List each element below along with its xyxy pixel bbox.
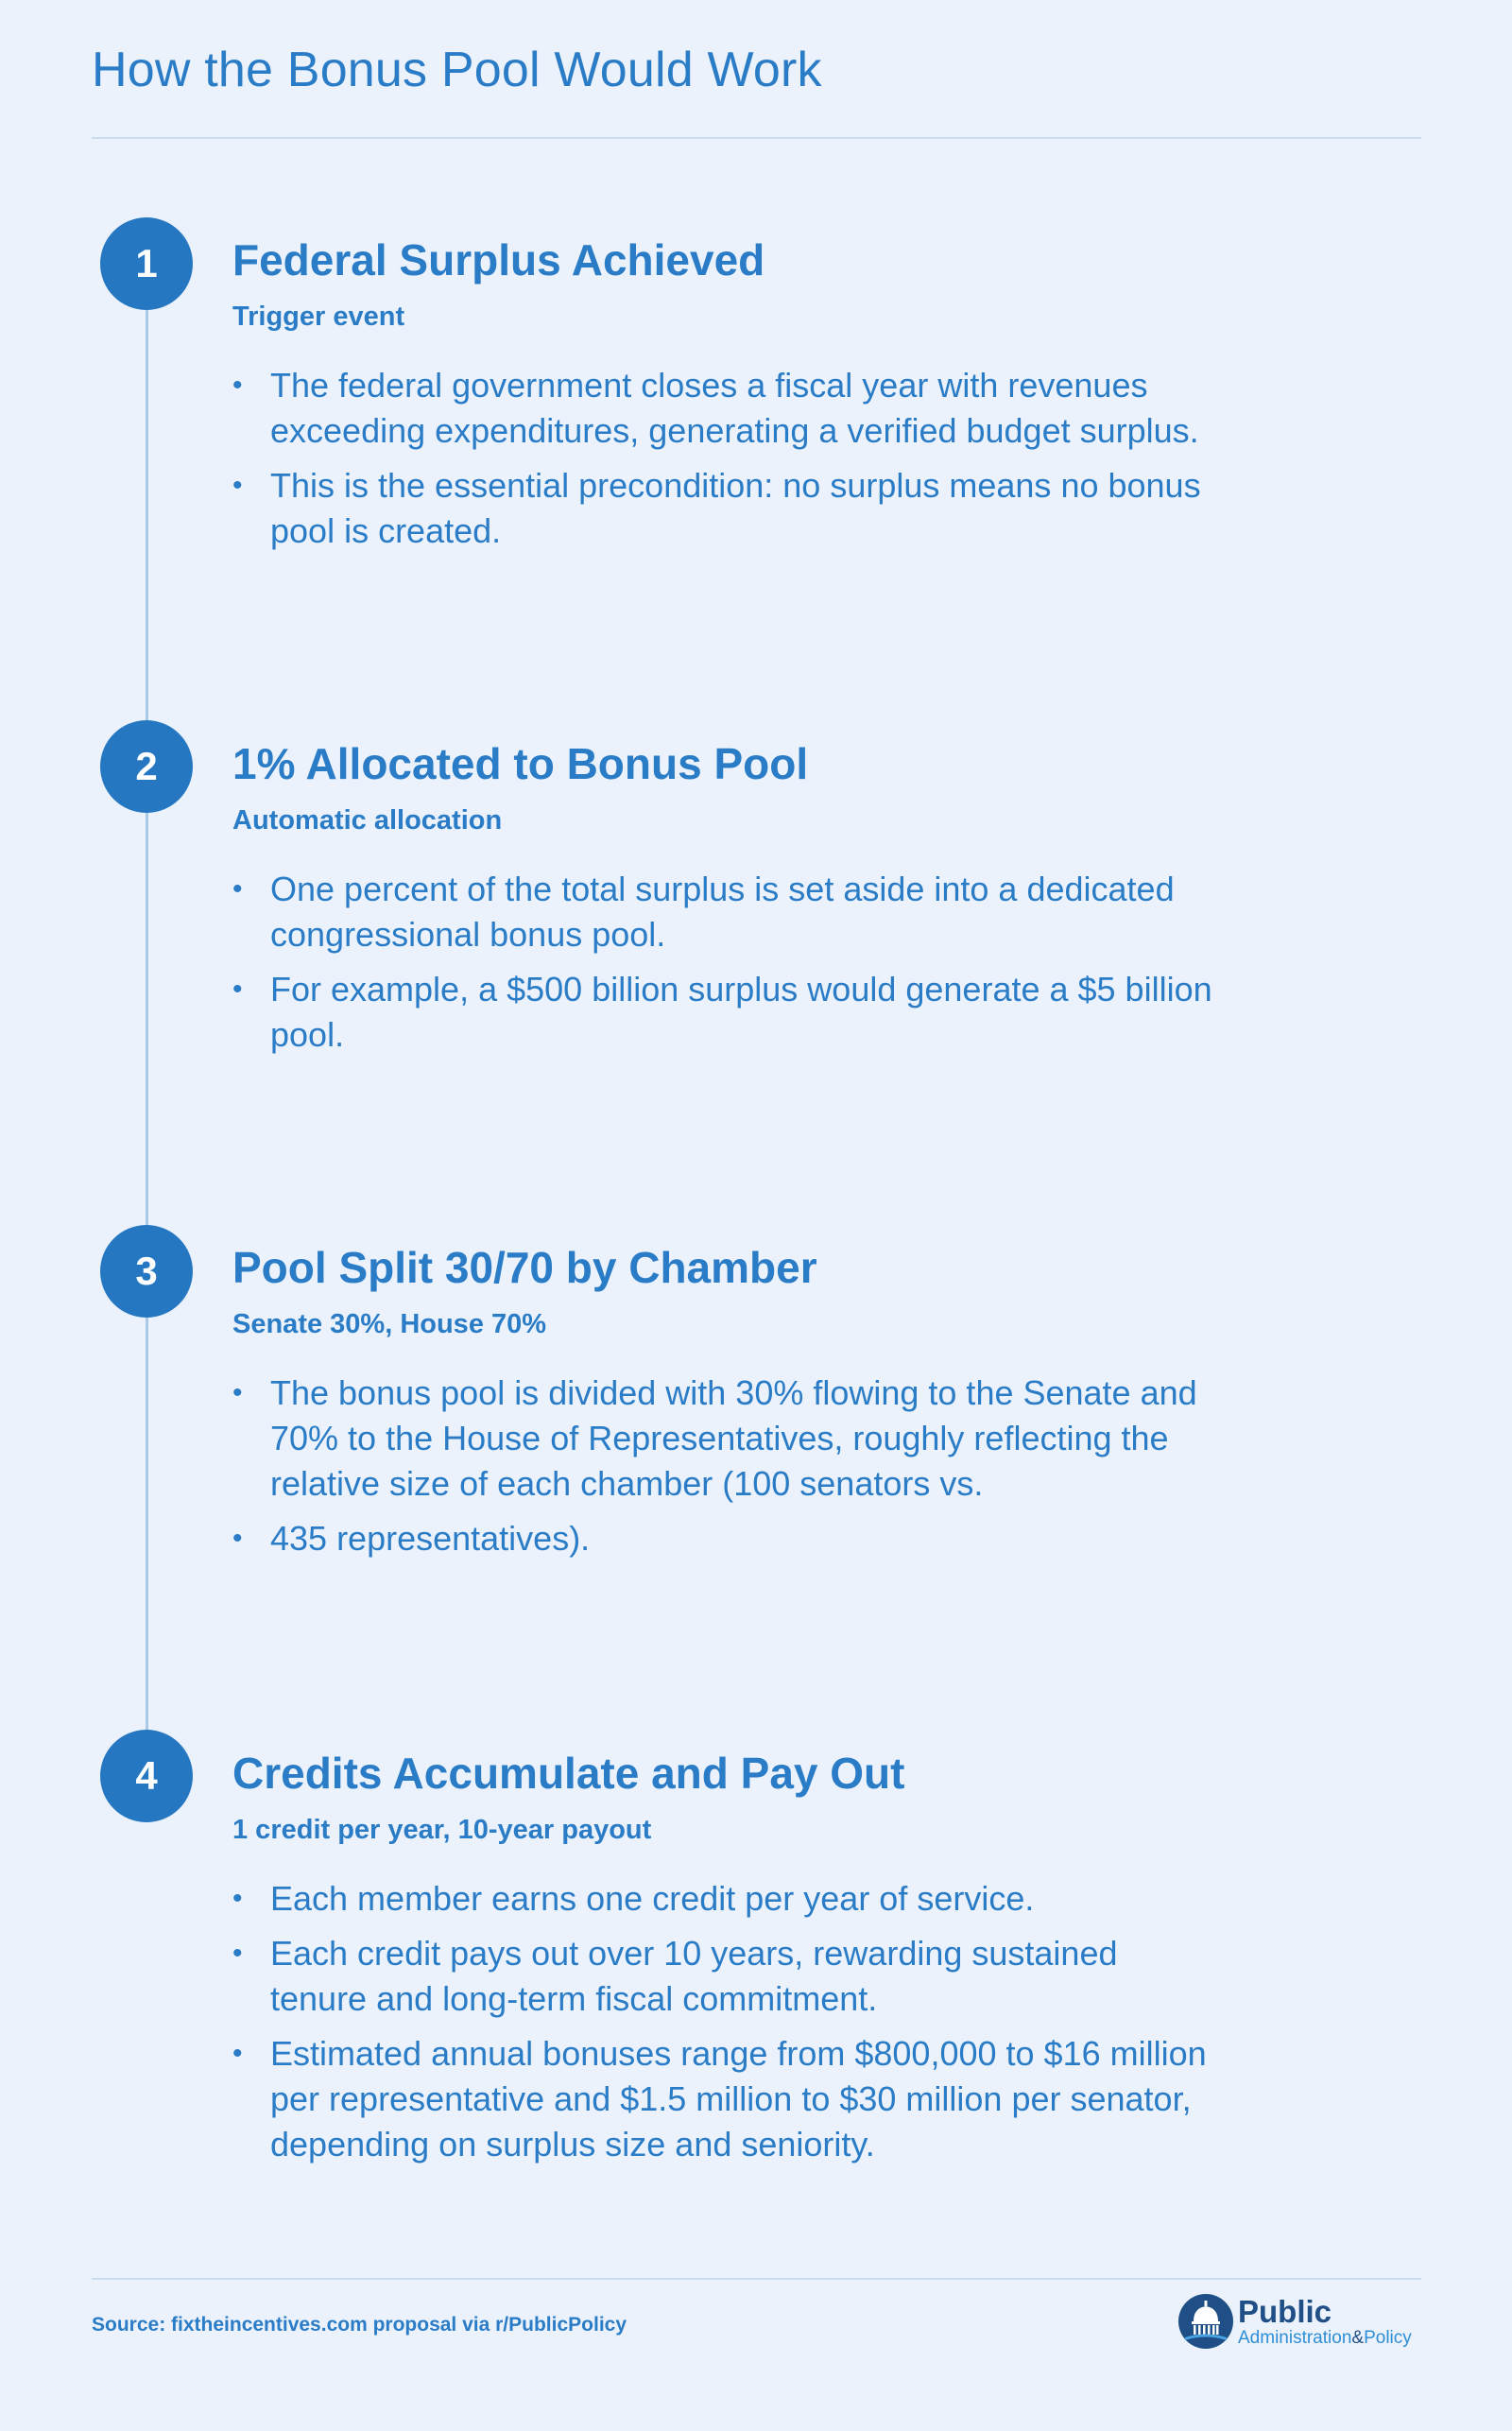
source-credit: Source: fixtheincentives.com proposal via r/PublicPolicy (92, 2314, 627, 2336)
footer-divider (92, 2278, 1421, 2280)
bullet-item (232, 1516, 1215, 1561)
bullet-item (232, 967, 1215, 1058)
bullet-icon: • (232, 1882, 243, 1914)
bullet-text: One percent of the total surplus is set aside into a dedicated congressional bonus pool. (270, 869, 1175, 954)
bullet-item (232, 1931, 1215, 2022)
bullet-item (232, 1876, 1215, 1922)
bullet-text: For example, a $500 billion surplus would generate a $5 billion pool. (270, 969, 1212, 1054)
bullet-text: The bonus pool is divided with 30% flowing to the Senate and 70% to the House of Representatives, roughly reflecting the relative size of each chamber (100 senators vs. (270, 1372, 1197, 1503)
step-3-number-badge: 3 (100, 1225, 193, 1318)
step-4-subtitle: 1 credit per year, 10-year payout (232, 1814, 652, 1845)
bullet-text: This is the essential precondition: no surplus means no bonus pool is created. (270, 465, 1201, 550)
step-1 (232, 236, 1215, 563)
bullet-item (232, 363, 1215, 454)
bullet-item (232, 463, 1215, 554)
bullet-text: Each credit pays out over 10 years, rewarding sustained tenure and long-term fiscal commitment. (270, 1933, 1118, 2018)
publisher-logo (1177, 2293, 1412, 2350)
logo-line-public: Public (1238, 2294, 1332, 2329)
bullet-text: Each member earns one credit per year of service. (270, 1878, 1035, 1918)
capitol-dome-icon (1177, 2293, 1234, 2350)
step-3 (232, 1244, 1215, 1571)
bullet-text: Estimated annual bonuses range from $800,000 to $16 million per representative and $1.5 million to $30 million per senator, depending on surplus size and seniority. (270, 2033, 1207, 2164)
timeline-line (146, 260, 148, 1763)
step-1-title: Federal Surplus Achieved (232, 235, 765, 284)
step-4-bullet-list (232, 1876, 1215, 2167)
header-divider (92, 137, 1421, 139)
bullet-text: The federal government closes a fiscal year with revenues exceeding expenditures, generating a verified budget surplus. (270, 365, 1199, 450)
bullet-icon: • (232, 369, 243, 401)
bullet-icon: • (232, 1376, 243, 1408)
bullet-item (232, 867, 1215, 957)
logo-ampersand: & (1351, 2328, 1365, 2348)
bullet-item (232, 2031, 1215, 2167)
step-3-subtitle: Senate 30%, House 70% (232, 1308, 547, 1339)
step-2 (232, 740, 1215, 1067)
step-1-subtitle: Trigger event (232, 301, 405, 332)
step-4-title: Credits Accumulate and Pay Out (232, 1749, 905, 1798)
logo-word-policy: Policy (1364, 2328, 1412, 2348)
bullet-icon: • (232, 1522, 243, 1554)
bullet-icon: • (232, 469, 243, 501)
step-4 (232, 1750, 1215, 2177)
bullet-icon: • (232, 872, 243, 905)
step-3-title: Pool Split 30/70 by Chamber (232, 1243, 817, 1292)
page-title: How the Bonus Pool Would Work (92, 43, 822, 97)
step-2-subtitle: Automatic allocation (232, 804, 503, 836)
bullet-icon: • (232, 1937, 243, 1969)
step-4-number-badge: 4 (100, 1730, 193, 1822)
step-2-number-badge: 2 (100, 720, 193, 813)
step-1-bullet-list (232, 363, 1215, 554)
bullet-item (232, 1371, 1215, 1507)
logo-line-subtitle (1238, 2329, 1412, 2347)
step-2-bullet-list (232, 867, 1215, 1058)
logo-wordmark (1238, 2296, 1412, 2347)
step-1-number-badge: 1 (100, 217, 193, 310)
bullet-icon: • (232, 973, 243, 1005)
bullet-text: 435 representatives). (270, 1518, 591, 1558)
bullet-icon: • (232, 2037, 243, 2069)
step-2-title: 1% Allocated to Bonus Pool (232, 739, 809, 788)
logo-word-administration: Administration (1238, 2328, 1352, 2348)
step-3-bullet-list (232, 1371, 1215, 1561)
